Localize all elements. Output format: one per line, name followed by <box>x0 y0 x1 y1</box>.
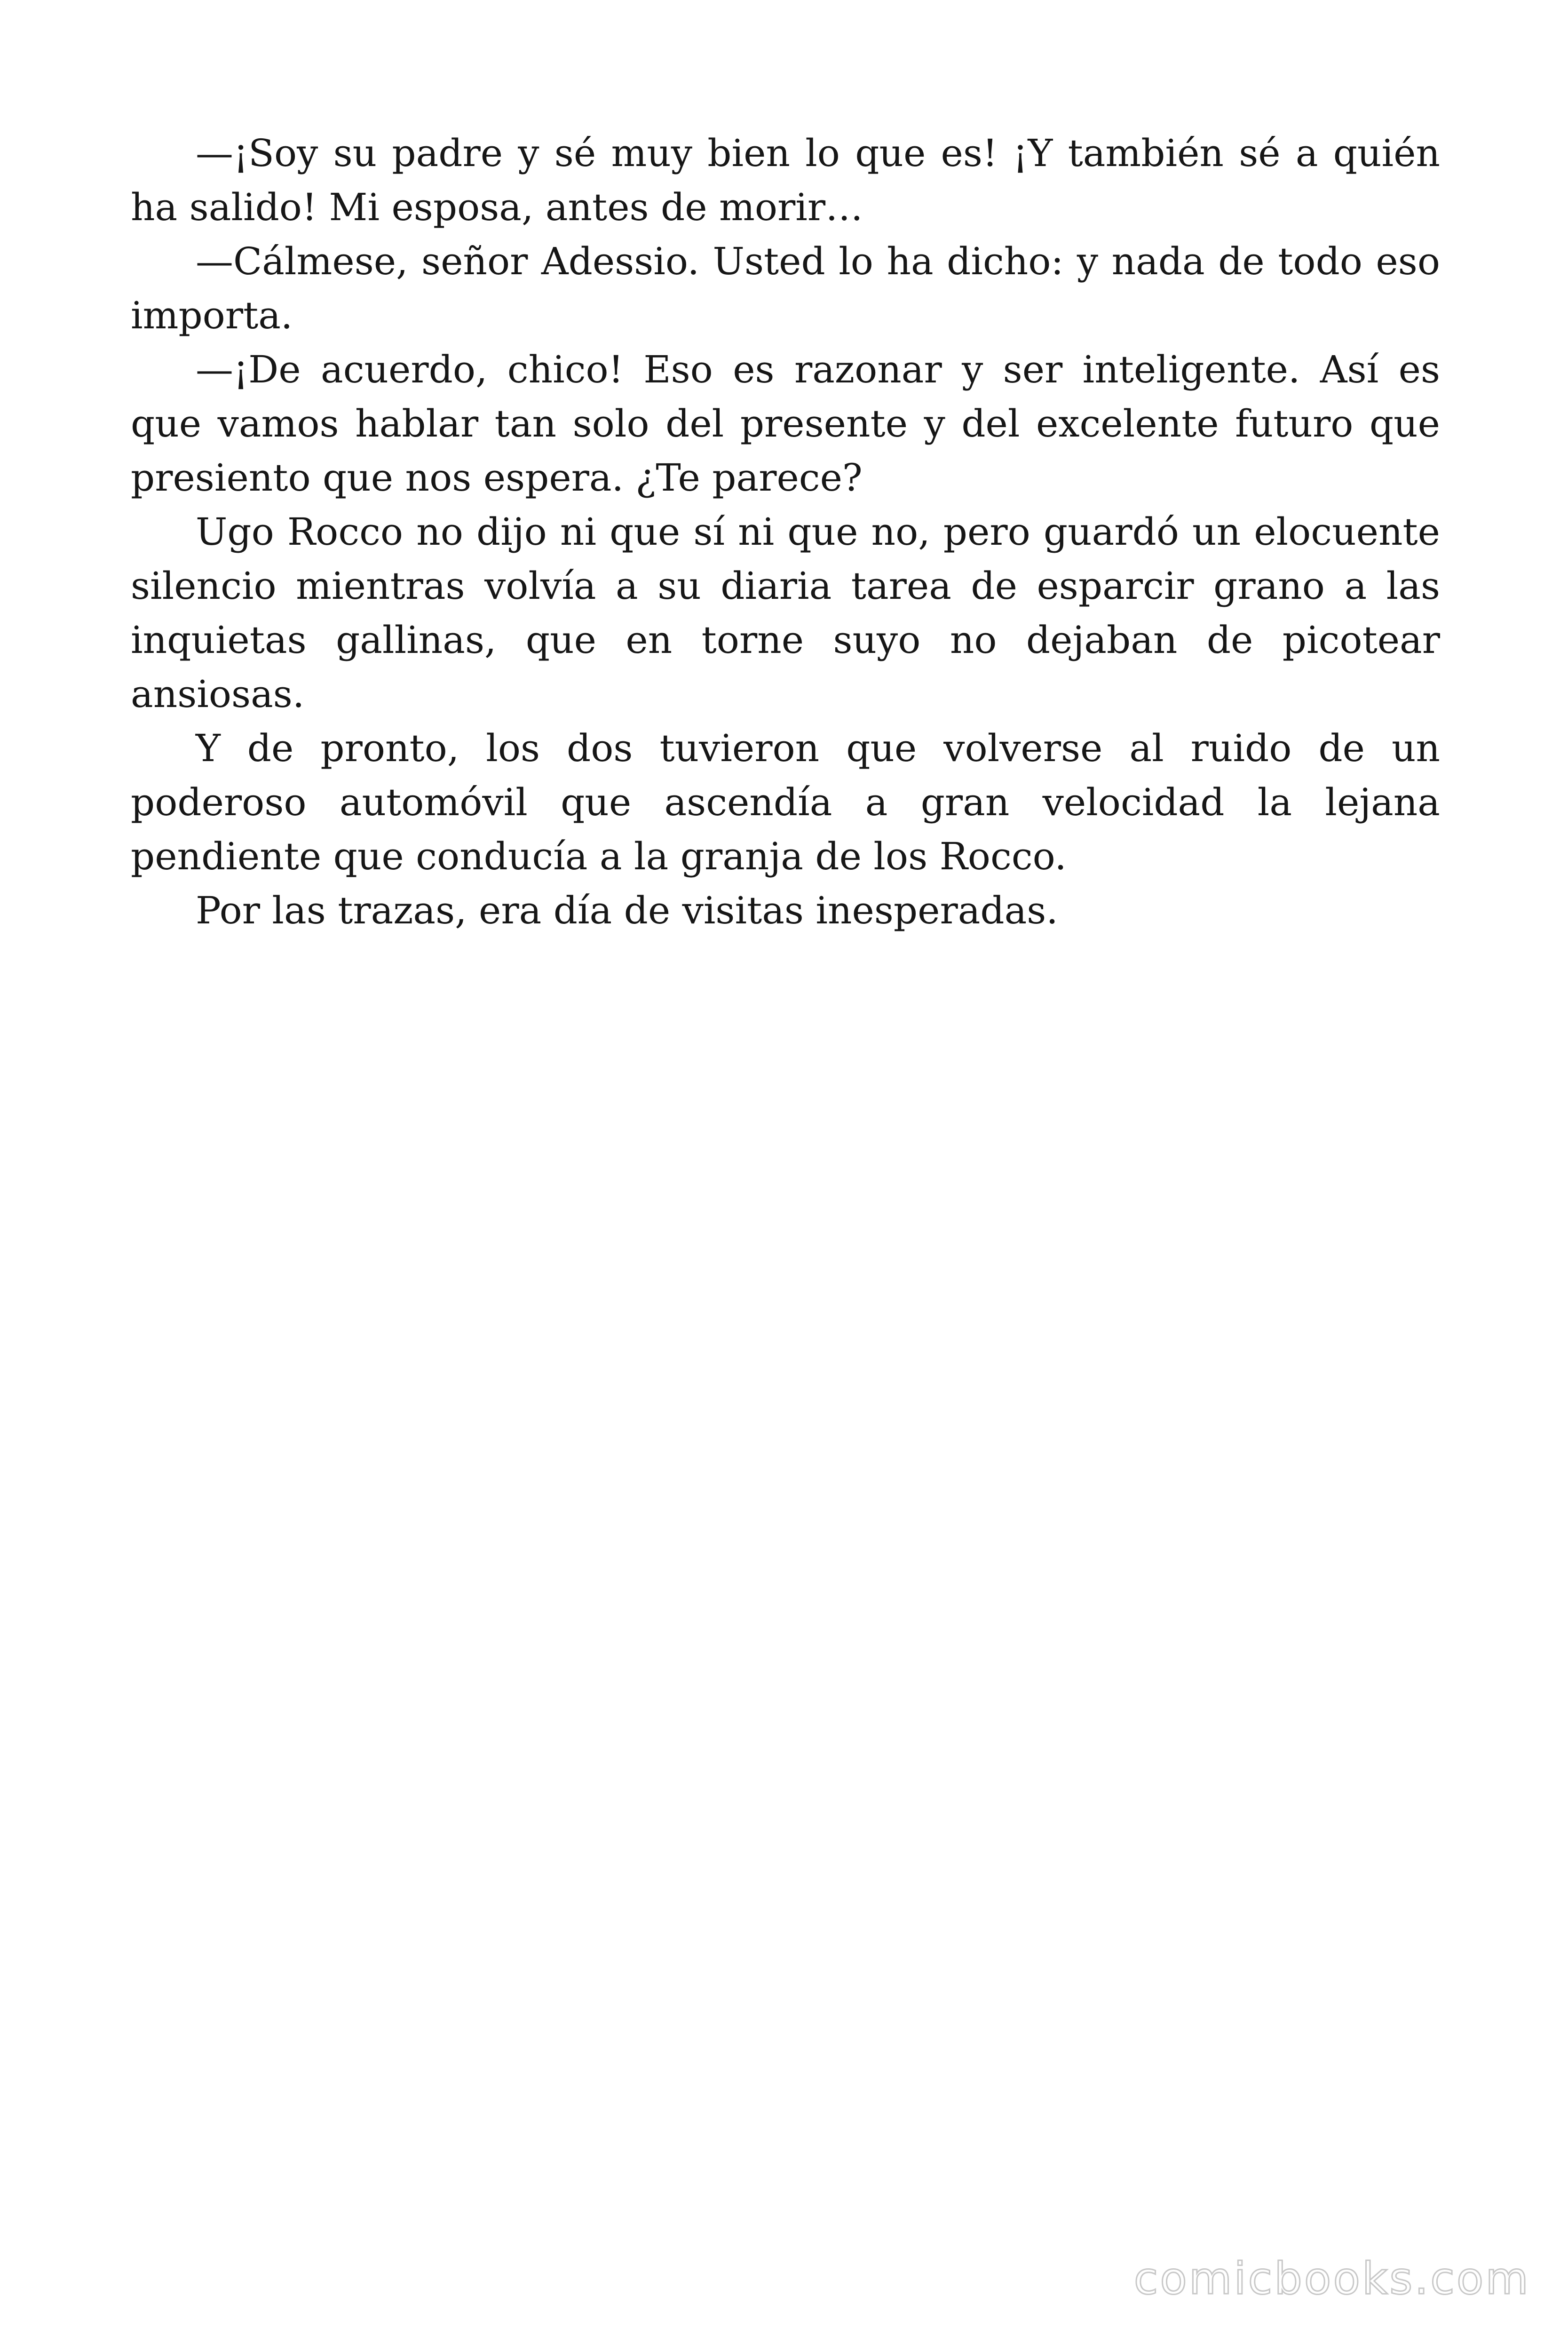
paragraph-5: Y de pronto, los dos tuvieron que volverse al ruido de un poderoso automóvil que ascendía a gran velocidad la lejana pendiente que conducía a la granja de los Rocco. <box>131 726 1440 878</box>
paragraph-2: —Cálmese, señor Adessio. Usted lo ha dicho: y nada de todo eso importa. <box>131 239 1440 337</box>
paragraph-4: Ugo Rocco no dijo ni que sí ni que no, pero guardó un elocuente silencio mientras volvía a su diaria tarea de esparcir grano a las inquietas gallinas, que en torne suyo no dejaban de picotear ansiosas. <box>131 510 1440 716</box>
paragraph-1: —¡Soy su padre y sé muy bien lo que es! ¡Y también sé a quién ha salido! Mi esposa, antes de morir… <box>131 131 1440 229</box>
paragraph-3: —¡De acuerdo, chico! Eso es razonar y ser inteligente. Así es que vamos hablar tan solo del presente y del excelente futuro que presiento que nos espera. ¿Te parece? <box>131 348 1440 500</box>
body-text <box>131 126 1440 938</box>
watermark: comicbooks.com <box>1133 2253 1530 2304</box>
paragraph-6: Por las trazas, era día de visitas inesperadas. <box>196 889 1058 932</box>
